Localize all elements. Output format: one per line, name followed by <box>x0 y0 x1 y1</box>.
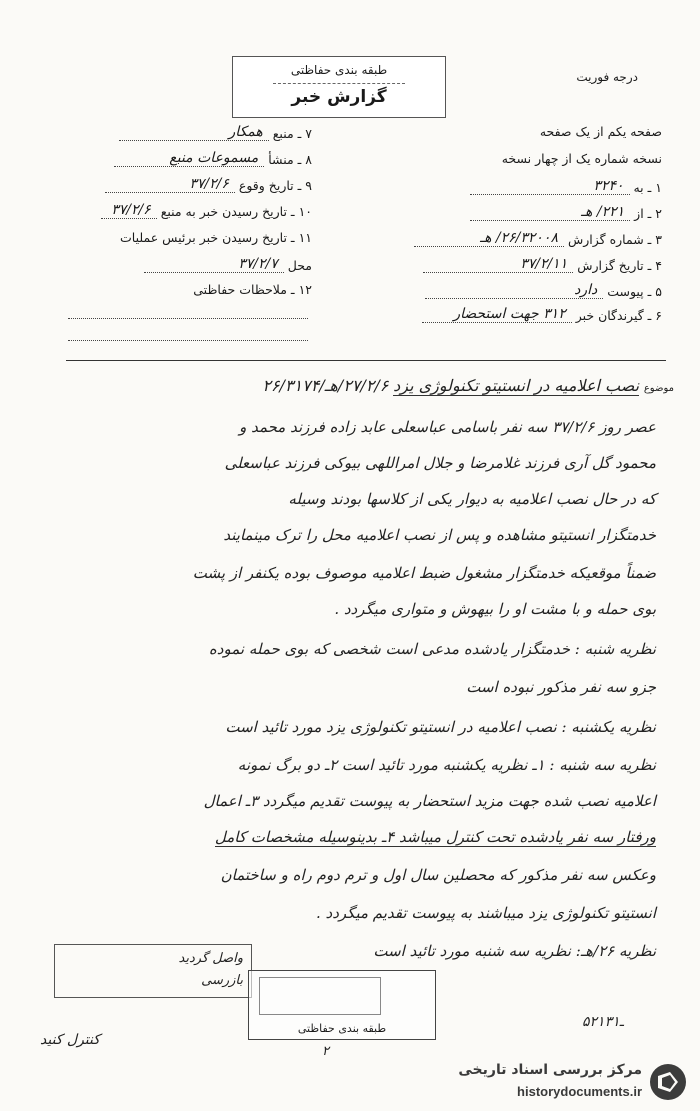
field-10-value: ۳۷/۲/۶ <box>111 202 151 218</box>
field-12-line <box>68 318 308 319</box>
field-5-line <box>425 282 603 299</box>
location-label: محل <box>287 258 312 273</box>
field-6-line <box>422 306 572 323</box>
stamp-inner-box <box>259 977 381 1015</box>
field-1 <box>470 178 663 195</box>
copy-info: نسخه شماره یک از چهار نسخه <box>501 151 662 166</box>
field-3-value: ۲۶/۳۲۰۰۸/ هـ <box>479 230 558 246</box>
field-7-label: ۷ ـ منبع <box>272 126 312 141</box>
subject-number: ۲۷/۲/۶/هـ/۲۶/۳۱۷۴ <box>262 376 389 395</box>
classification-stamp <box>248 970 436 1040</box>
document-title: گزارش خبر <box>291 87 387 107</box>
body-line-3: که در حال نصب اعلامیه به دیوار یکی از کلاسها بودند وسیله <box>288 490 656 508</box>
body-line-8: جزو سه نفر مذکور نبوده است <box>466 678 656 696</box>
watermark-fa: مرکز بررسی اسناد تاریخی <box>458 1062 642 1078</box>
field-10-label: ۱۰ ـ تاریخ رسیدن خبر به منبع <box>160 204 312 219</box>
subject-row <box>262 376 674 395</box>
archive-watermark <box>418 1058 692 1108</box>
receipt-box <box>54 944 252 998</box>
header-divider <box>66 360 666 361</box>
field-10-line <box>101 202 157 219</box>
page-number: ۲ <box>322 1044 329 1059</box>
body-line-1: عصر روز ۳۷/۲/۶ سه نفر باسامی عباسعلی عابد زاده فرزند محمد و <box>239 418 656 436</box>
field-5-value: دارد <box>574 282 598 298</box>
subject-label: موضوع <box>643 383 674 394</box>
title-box-divider <box>273 83 405 84</box>
field-5 <box>425 282 662 299</box>
field-3-label: ۳ ـ شماره گزارش <box>567 232 662 247</box>
field-9-label: ۹ ـ تاریخ وقوع <box>238 178 312 193</box>
field-9-value: ۳۷/۲/۶ <box>189 176 229 192</box>
classification-label: طبقه بندی حفاظتی <box>290 63 388 77</box>
field-5-label: ۵ ـ پیوست <box>607 284 662 299</box>
field-10 <box>101 202 312 219</box>
field-11 <box>120 230 312 245</box>
doc-code: ۵۲ـ۱۳۱ <box>582 1014 624 1030</box>
body-line-14: انستیتو تکنولوژی یزد میباشند به پیوست تقدیم میگردد . <box>316 904 656 922</box>
field-9 <box>105 176 312 193</box>
field-2 <box>470 204 662 221</box>
field-3 <box>414 230 662 247</box>
field-8-value: مسموعات منبع <box>169 150 259 166</box>
field-8-line <box>114 150 264 167</box>
body-line-13: وعکس سه نفر مذکور که محصلین سال اول و ترم دوم راه و ساختمان <box>220 866 656 884</box>
field-9-line <box>105 176 235 193</box>
page-info: صفحه یکم از یک صفحه <box>539 124 662 139</box>
field-8 <box>114 150 312 167</box>
field-6-value: ۳۱۲ جهت استحضار <box>453 306 566 322</box>
body-line-9: نظریه یکشنبه : نصب اعلامیه در انستیتو تکنولوژی یزد مورد تائید است <box>225 718 656 736</box>
body-line-2: محمود گل آری فرزند غلامرضا و جلال امراللهی بیوکی فرزند عباسعلی <box>224 454 656 472</box>
stamp-label: طبقه بندی حفاظتی <box>297 1022 387 1035</box>
body-line-5: ضمناً موقعیکه خدمتگزار مشغول ضبط اعلامیه موصوف بوده یکنفر از پشت <box>192 564 656 582</box>
field-4 <box>423 256 662 273</box>
body-line-11: اعلامیه نصب شده جهت مزید استحضار به پیوست تقدیم میگردد ۳ـ اعمال <box>203 792 656 810</box>
body-line-12: ورفتار سه نفر یادشده تحت کنترل میباشد ۴ـ بدینوسیله مشخصات کامل <box>214 828 656 846</box>
field-12-label: ۱۲ ـ ملاحظات حفاظتی <box>193 282 312 297</box>
field-8-label: ۸ ـ منشأ <box>268 152 312 167</box>
field-4-label: ۴ ـ تاریخ گزارش <box>577 258 662 273</box>
body-line-10: نظریه سه شنبه : ۱ـ نظریه یکشنبه مورد تائید است ۲ـ دو برگ نمونه <box>237 756 656 774</box>
field-7 <box>119 124 312 141</box>
field-12-line-2 <box>68 340 308 341</box>
field-location <box>144 256 312 273</box>
margin-note: کنترل کنید <box>40 1032 100 1048</box>
field-7-value: همکار <box>228 124 263 140</box>
location-line <box>144 256 284 273</box>
field-1-value: ۳۲۴۰ <box>593 178 624 194</box>
field-2-line <box>470 204 630 221</box>
field-2-value: ۲۲۱/ هـ <box>580 204 625 220</box>
field-4-line <box>423 256 573 273</box>
field-3-line <box>414 230 564 247</box>
archive-logo-icon <box>648 1062 688 1102</box>
body-line-7: نظریه شنبه : خدمتگزار یادشده مدعی است شخصی که بوی حمله نموده <box>208 640 656 658</box>
subject-text: نصب اعلامیه در انستیتو تکنولوژی یزد <box>393 376 640 395</box>
receipt-note-1: واصل گردید <box>178 951 243 966</box>
body-line-4: خدمتگزار انستیتو مشاهده و پس از نصب اعلامیه محل را ترک مینمایند <box>223 526 656 544</box>
field-12 <box>193 282 312 297</box>
field-11-value: ۳۷/۲/۷ <box>238 256 278 272</box>
field-4-value: ۳۷/۲/۱۱ <box>520 256 568 272</box>
field-7-line <box>119 124 269 141</box>
priority-label: درجه فوریت <box>576 70 638 84</box>
watermark-url: historydocuments.ir <box>517 1084 642 1099</box>
field-6-label: ۶ ـ گیرندگان خبر <box>575 308 662 323</box>
title-box <box>232 56 446 118</box>
field-6 <box>422 306 662 323</box>
body-line-15: نظریه ۲۶/هـ: نظریه سه شنبه مورد تائید است <box>373 942 656 960</box>
field-1-line <box>470 178 630 195</box>
field-11-label: ۱۱ ـ تاریخ رسیدن خبر برئیس عملیات <box>120 230 312 245</box>
receipt-note-2: بازرسی <box>201 973 243 988</box>
field-1-label: ۱ ـ به <box>633 180 662 195</box>
field-2-label: ۲ ـ از <box>634 206 662 221</box>
body-line-6: بوی حمله و با مشت او را بیهوش و متواری میگردد . <box>334 600 656 618</box>
